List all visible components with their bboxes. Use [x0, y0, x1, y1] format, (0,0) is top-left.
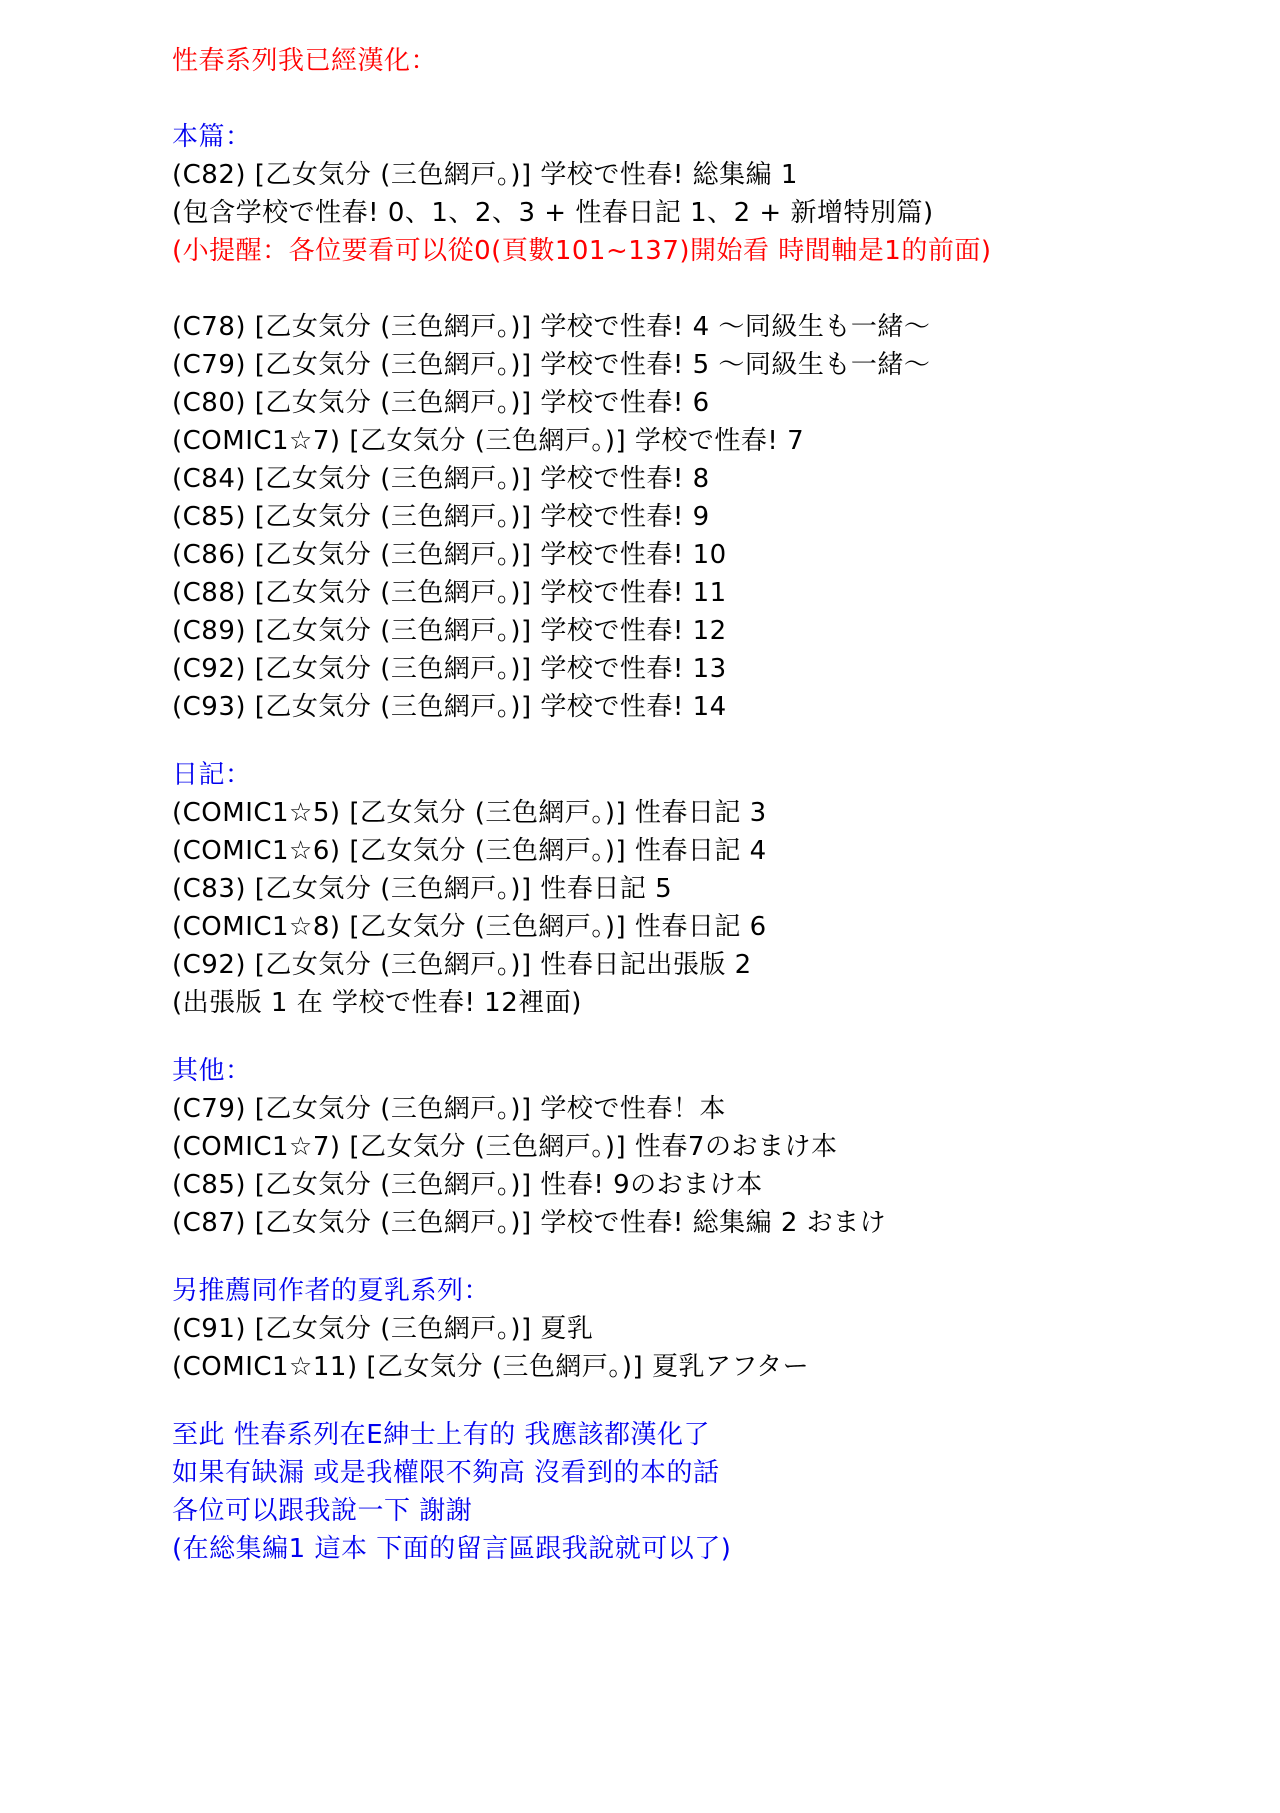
list-item: (小提醒：各位要看可以從0(頁數101~137)開始看 時間軸是1的前面) — [172, 236, 992, 266]
list-item: (C79) [乙女気分 (三色網戸。)] 学校で性春！本 — [172, 1094, 726, 1124]
section-heading: 其他： — [172, 1056, 252, 1086]
section-heading: 另推薦同作者的夏乳系列： — [172, 1276, 491, 1306]
list-item: (C86) [乙女気分 (三色網戸。)] 学校で性春! 10 — [172, 540, 727, 570]
spacer — [172, 270, 1280, 308]
list-item: (C80) [乙女気分 (三色網戸。)] 学校で性春! 6 — [172, 388, 710, 418]
document-section — [172, 756, 1280, 1022]
list-item: (C83) [乙女気分 (三色網戸。)] 性春日記 5 — [172, 874, 673, 904]
footer-block — [172, 1416, 1280, 1568]
list-item: (C78) [乙女気分 (三色網戸。)] 学校で性春! 4 ～同級生も一緒～ — [172, 312, 931, 342]
list-item: (COMIC1☆8) [乙女気分 (三色網戸。)] 性春日記 6 — [172, 912, 767, 942]
list-item: (COMIC1☆7) [乙女気分 (三色網戸。)] 学校で性春! 7 — [172, 426, 805, 456]
list-item: (C84) [乙女気分 (三色網戸。)] 学校で性春! 8 — [172, 464, 710, 494]
list-item: (C92) [乙女気分 (三色網戸。)] 学校で性春! 13 — [172, 654, 727, 684]
spacer — [172, 1242, 1280, 1272]
list-item: (COMIC1☆7) [乙女気分 (三色網戸。)] 性春7のおまけ本 — [172, 1132, 838, 1162]
spacer — [172, 1386, 1280, 1416]
spacer — [172, 80, 1280, 118]
spacer — [172, 726, 1280, 756]
section-heading: 日記： — [172, 760, 252, 790]
footer-line: 如果有缺漏 或是我權限不夠高 沒看到的本的話 — [172, 1458, 720, 1488]
list-item: (COMIC1☆5) [乙女気分 (三色網戸。)] 性春日記 3 — [172, 798, 767, 828]
list-item: (COMIC1☆6) [乙女気分 (三色網戸。)] 性春日記 4 — [172, 836, 767, 866]
spacer — [172, 1022, 1280, 1052]
section-list — [172, 118, 1280, 1416]
footer-line: 各位可以跟我說一下 謝謝 — [172, 1496, 473, 1526]
document-section — [172, 1272, 1280, 1386]
list-item: (C79) [乙女気分 (三色網戸。)] 学校で性春! 5 ～同級生も一緒～ — [172, 350, 931, 380]
section-heading: 本篇： — [172, 122, 252, 152]
list-item: (C88) [乙女気分 (三色網戸。)] 学校で性春! 11 — [172, 578, 727, 608]
list-item: (C85) [乙女気分 (三色網戸。)] 性春! 9のおまけ本 — [172, 1170, 763, 1200]
list-item: (C87) [乙女気分 (三色網戸。)] 学校で性春! 総集編 2 おまけ — [172, 1208, 887, 1238]
footer-line: (在総集編1 這本 下面的留言區跟我說就可以了) — [172, 1534, 732, 1564]
list-item: (C85) [乙女気分 (三色網戸。)] 学校で性春! 9 — [172, 502, 710, 532]
list-item: (C93) [乙女気分 (三色網戸。)] 学校で性春! 14 — [172, 692, 727, 722]
document-section — [172, 118, 1280, 726]
page-title: 性春系列我已經漢化： — [172, 46, 438, 76]
list-item: (C92) [乙女気分 (三色網戸。)] 性春日記出張版 2 — [172, 950, 752, 980]
document-section — [172, 1052, 1280, 1242]
list-item: (出張版 1 在 学校で性春! 12裡面) — [172, 988, 582, 1018]
footer-line: 至此 性春系列在E紳士上有的 我應該都漢化了 — [172, 1420, 710, 1450]
list-item: (COMIC1☆11) [乙女気分 (三色網戸。)] 夏乳アフター — [172, 1352, 810, 1382]
list-item: (C82) [乙女気分 (三色網戸。)] 学校で性春! 総集編 1 — [172, 160, 798, 190]
list-item: (C89) [乙女気分 (三色網戸。)] 学校で性春! 12 — [172, 616, 727, 646]
list-item: (C91) [乙女気分 (三色網戸。)] 夏乳 — [172, 1314, 594, 1344]
list-item: (包含学校で性春! 0、1、2、3 + 性春日記 1、2 + 新增特別篇) — [172, 198, 934, 228]
